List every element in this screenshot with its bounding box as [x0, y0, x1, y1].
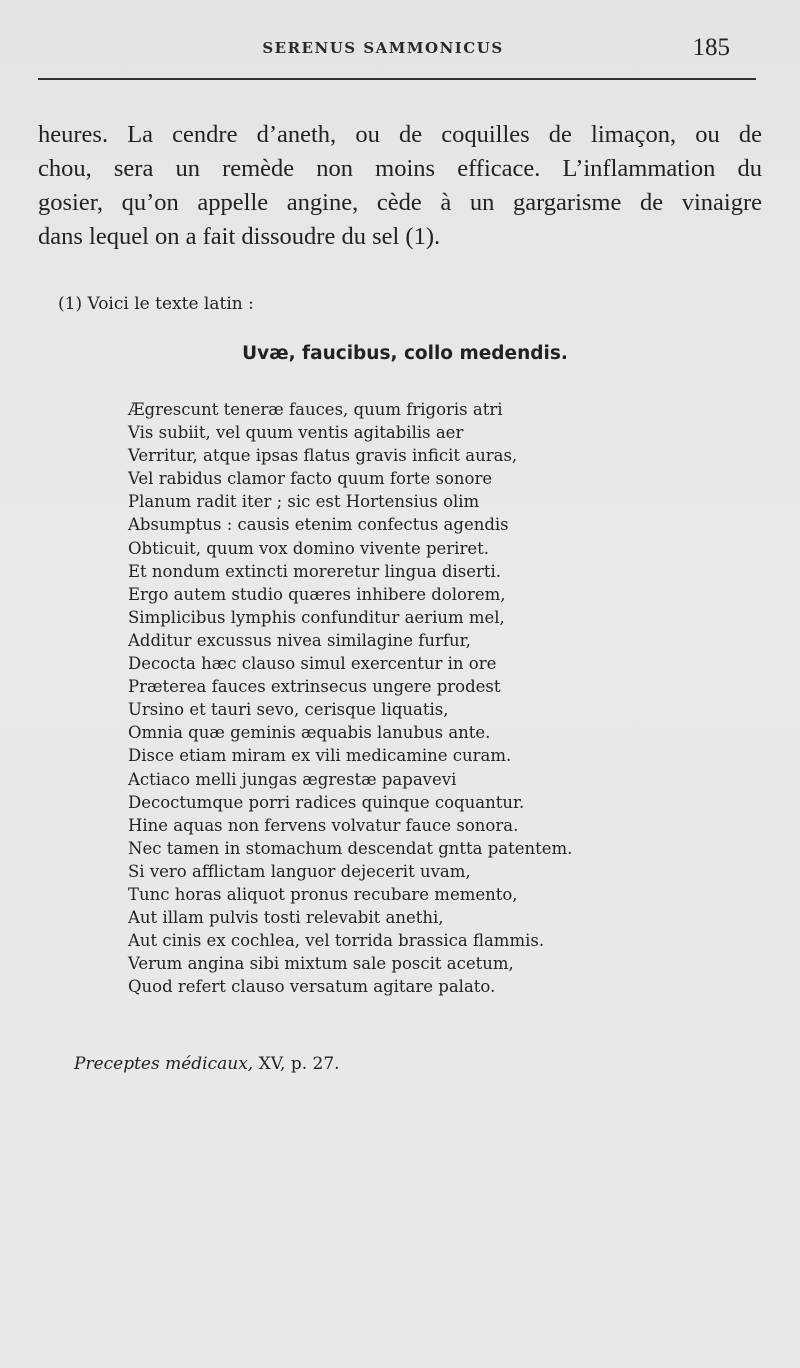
header-rule: [38, 78, 756, 80]
verse-line: Disce etiam miram ex vili medicamine curam.: [128, 746, 512, 766]
page-number: 185: [692, 34, 730, 61]
poem-title: Uvæ, faucibus, collo medendis.: [242, 343, 568, 364]
verse-line: Aut illam pulvis tosti relevabit anethi,: [128, 908, 444, 928]
citation-reference: XV, p. 27.: [253, 1054, 340, 1074]
paragraph-line: chou, sera un remède non moins efficace. L’inflammation du: [38, 155, 762, 182]
verse-line: Præterea fauces extrinsecus ungere prodest: [128, 677, 501, 697]
footnote-intro: (1) Voici le texte latin :: [58, 294, 254, 314]
paragraph-line: gosier, qu’on appelle angine, cède à un gargarisme de vinaigre: [38, 189, 762, 216]
running-head: [38, 30, 756, 70]
verse-line: Vis subiit, vel quum ventis agitabilis aer: [128, 423, 464, 443]
verse-line: Vel rabidus clamor facto quum forte sonore: [128, 469, 493, 489]
verse-line: Si vero afflictam languor dejecerit uvam,: [128, 861, 471, 881]
main-paragraph: [38, 118, 762, 254]
verse-line: Planum radit iter ; sic est Hortensius olim: [128, 492, 480, 512]
paragraph-line: heures. La cendre d’aneth, ou de coquilles de limaçon, ou de: [38, 121, 762, 148]
verse-line: Et nondum extincti moreretur lingua diserti.: [128, 561, 502, 581]
paragraph-line: dans lequel on a fait dissoudre du sel (1).: [38, 223, 441, 250]
verse-line: Obticuit, quum vox domino vivente periret.: [128, 538, 489, 558]
verse-line: Verritur, atque ipsas flatus gravis inficit auras,: [128, 446, 518, 466]
verse-line: Quod refert clauso versatum agitare palato.: [128, 977, 496, 997]
verse-line: Actiaco melli jungas ægrestæ papavevi: [128, 769, 457, 789]
verse-line: Verum angina sibi mixtum sale poscit acetum,: [128, 954, 514, 974]
verse-line: Aut cinis ex cochlea, vel torrida brassica flammis.: [128, 931, 545, 951]
verse-line: Tunc horas aliquot pronus recubare memento,: [128, 884, 518, 904]
verse-line: Absumptus : causis etenim confectus agendis: [128, 515, 509, 535]
verse-line: Simplicibus lymphis confunditur aerium mel,: [128, 607, 505, 627]
verse-line: Nec tamen in stomachum descendat gntta patentem.: [128, 838, 573, 858]
running-title: SERENUS SAMMONICUS: [262, 39, 504, 57]
verse-line: Decoctumque porri radices quinque coquantur.: [128, 792, 525, 812]
verse-line: Decocta hæc clauso simul exercentur in ore: [128, 654, 497, 674]
verse-line: Omnia quæ geminis æquabis lanubus ante.: [128, 723, 491, 743]
latin-poem: [128, 398, 688, 998]
verse-line: Additur excussus nivea similagine furfur,: [128, 630, 471, 650]
citation-title: Preceptes médicaux,: [74, 1054, 254, 1074]
verse-line: Hine aquas non fervens volvatur fauce sonora.: [128, 815, 519, 835]
verse-line: Ægrescunt teneræ fauces, quum frigoris atri: [128, 400, 503, 419]
verse-line: Ursino et tauri sevo, cerisque liquatis,: [128, 700, 449, 720]
verse-line: Ergo autem studio quæres inhibere dolorem,: [128, 584, 506, 604]
citation: [74, 1054, 340, 1074]
